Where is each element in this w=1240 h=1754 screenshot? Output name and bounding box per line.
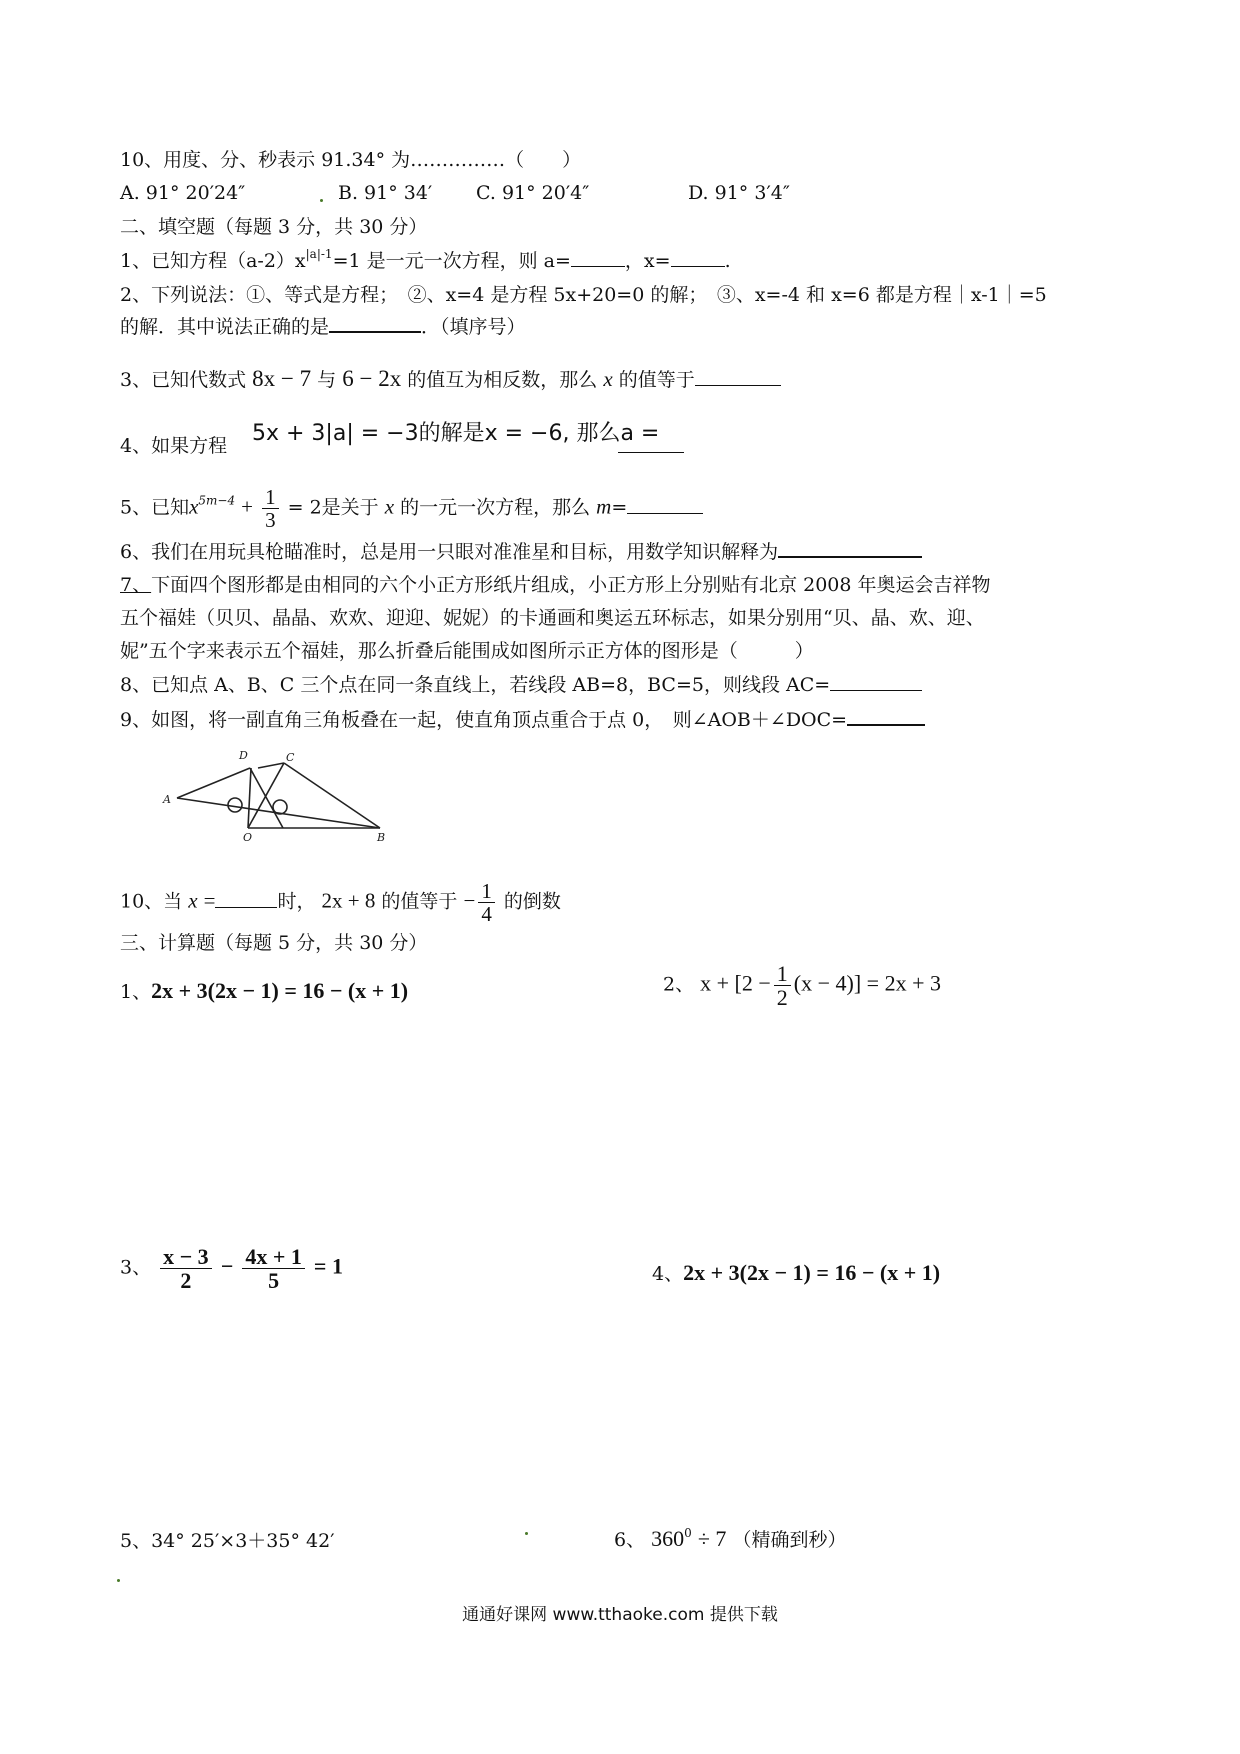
fill-question-5 xyxy=(120,486,703,531)
option-c: C. 91° 20′4″ xyxy=(476,182,590,204)
footer-text: 通通好课网 www.tthaoke.com 提供下载 xyxy=(462,1605,778,1625)
q3-with: 与 xyxy=(317,369,337,391)
q1-exponent: |a|-1 xyxy=(305,247,333,261)
q5-base: x xyxy=(189,494,199,519)
option-a: A. 91° 20′24″ xyxy=(120,182,246,204)
c2-frac-den: 2 xyxy=(776,985,788,1011)
answer-blank-q10[interactable] xyxy=(215,889,277,908)
q10-var: x xyxy=(188,888,198,913)
q5-plus: + xyxy=(241,494,254,519)
c2-frac-num: 1 xyxy=(774,962,791,986)
fill-question-8 xyxy=(120,672,922,698)
hole-left xyxy=(228,798,242,812)
fill-question-2-line-1: 2、下列说法：①、等式是方程； ②、x=4 是方程 5x+20=0 的解； ③、x=-4 和 x=6 都是方程｜x-1｜=5 xyxy=(120,284,1047,306)
q2-prefix: 的解．其中说法正确的是 xyxy=(120,316,330,338)
c2-label: 2、 xyxy=(663,973,695,996)
q10-neg: − xyxy=(463,888,476,913)
q9-text: 9、如图，将一副直角三角板叠在一起，使直角顶点重合于点 0， 则∠AOB＋∠DOC= xyxy=(120,709,848,731)
q1-x-label: ，x= xyxy=(624,250,671,272)
q5-exponent: 5m−4 xyxy=(198,493,236,508)
c1-label: 1、 xyxy=(120,981,152,1003)
q3-mid: 的值互为相反数，那么 xyxy=(407,369,598,391)
q4-prefix: 4、如果方程 xyxy=(120,435,228,457)
q10-mid: 时， xyxy=(277,890,316,913)
c6-sup: 0 xyxy=(684,1526,692,1540)
calc-problem-1 xyxy=(120,978,408,1005)
answer-blank-x[interactable] xyxy=(671,248,725,267)
answer-blank-q5[interactable] xyxy=(627,495,703,514)
answer-blank-q3[interactable] xyxy=(695,367,781,386)
q1-mid: =1 是一元一次方程，则 a= xyxy=(332,250,571,272)
c3-f2-num: 4x + 1 xyxy=(242,1245,305,1269)
q10-fraction xyxy=(478,880,495,925)
c3-eq: = 1 xyxy=(313,1253,343,1279)
mc-question-10-stem: 10、用度、分、秒表示 91.34° 为……………（ ） xyxy=(120,149,582,171)
q5-fraction xyxy=(262,486,279,531)
label-c: C xyxy=(286,751,295,764)
c3-fraction-1 xyxy=(160,1245,212,1292)
answer-blank-q2[interactable] xyxy=(329,313,421,333)
stray-dot xyxy=(320,199,323,202)
q10-prefix: 10、当 xyxy=(120,890,183,913)
fill-question-7-line-2: 五个福娃（贝贝、晶晶、欢欢、迎迎、妮妮）的卡通画和奥运五环标志，如果分别用“贝、晶、欢、迎、 xyxy=(120,607,985,629)
edge-do-left xyxy=(248,768,251,828)
triangle-set-figure xyxy=(155,745,405,845)
q3-prefix: 3、已知代数式 xyxy=(120,369,247,391)
q3-expr-2: 6 − 2x xyxy=(342,366,402,391)
q1-end: . xyxy=(724,250,731,272)
c4-label: 4、 xyxy=(652,1263,684,1285)
q5-prefix: 5、已知 xyxy=(120,496,190,519)
c6-label: 6、 xyxy=(614,1529,646,1551)
q10-frac-den: 4 xyxy=(481,902,492,927)
answer-blank-q6[interactable] xyxy=(778,538,922,558)
edge-ad xyxy=(177,768,250,798)
c2-fraction xyxy=(774,962,791,1009)
q7-line-1: 下面四个图形都是由相同的六个小正方形纸片组成，小正方形上分别贴有北京 2008 年奥运会吉祥物 xyxy=(151,574,991,596)
calc-problem-2 xyxy=(663,962,941,1009)
fill-question-1 xyxy=(120,248,731,274)
q8-text: 8、已知点 A、B、C 三个点在同一条直线上，若线段 AB=8，BC=5，则线段 AC= xyxy=(120,674,831,696)
option-d: D. 91° 3′4″ xyxy=(688,182,790,204)
q5-var: x xyxy=(384,494,395,519)
c2-post: (x − 4)] = 2x + 3 xyxy=(793,970,941,996)
c6-rest: ÷ 7 xyxy=(697,1526,727,1551)
fill-question-3 xyxy=(120,366,781,393)
c6-note: （精确到秒） xyxy=(732,1529,847,1551)
label-d: D xyxy=(239,749,248,762)
stray-dot xyxy=(117,1579,120,1582)
q10-mid2: 的值等于 xyxy=(381,890,458,913)
c3-f1-den: 2 xyxy=(180,1268,192,1294)
option-b: B. 91° 34′ xyxy=(338,182,433,204)
q3-var: x xyxy=(603,367,613,391)
q3-expr-1: 8x − 7 xyxy=(252,366,312,391)
mc-question-10-options xyxy=(120,180,1120,206)
label-b: B xyxy=(377,831,386,844)
c6-base: 360 xyxy=(651,1526,685,1551)
q1-prefix: 1、已知方程（a-2）x xyxy=(120,250,306,272)
edge-do xyxy=(250,768,283,828)
answer-blank-q4[interactable] xyxy=(618,434,684,453)
fill-question-10 xyxy=(120,880,561,925)
q4-equation: 5x + 3|a| = −3的解是x = −6, 那么a = xyxy=(252,421,660,446)
section-3-heading: 三、计算题（每题 5 分，共 30 分） xyxy=(120,932,428,954)
answer-blank-a[interactable] xyxy=(571,248,625,267)
c3-f2-den: 5 xyxy=(268,1268,280,1294)
edge-cb xyxy=(284,763,380,828)
q7-number: 7、 xyxy=(120,574,152,596)
q2-suffix: ．（填序号） xyxy=(421,316,526,338)
q5-eq: = 2是关于 xyxy=(287,496,379,519)
fill-question-9 xyxy=(120,706,925,733)
c3-f1-num: x − 3 xyxy=(160,1245,212,1269)
c1-expr: 2x + 3(2x − 1) = 16 − (x + 1) xyxy=(151,978,409,1003)
stray-dot xyxy=(525,1532,528,1535)
fill-question-7-line-1 xyxy=(120,572,991,598)
calc-problem-5: 5、34° 25′×3＋35° 42′ xyxy=(120,1530,335,1552)
q5-frac-den: 3 xyxy=(265,508,276,533)
q5-mid: 的一元一次方程，那么 xyxy=(400,496,591,519)
q10-end: 的倒数 xyxy=(503,890,561,913)
c4-expr: 2x + 3(2x − 1) = 16 − (x + 1) xyxy=(683,1260,941,1285)
c3-fraction-2 xyxy=(242,1245,305,1292)
q10-eq: = xyxy=(203,888,216,913)
footer xyxy=(0,1600,1240,1625)
q3-end: 的值等于 xyxy=(618,369,695,391)
calc-problem-4 xyxy=(652,1260,940,1287)
q5-frac-num: 1 xyxy=(262,486,279,509)
q10-expr: 2x + 8 xyxy=(321,888,376,913)
fill-question-2-line-2 xyxy=(120,313,526,340)
q5-m: m xyxy=(596,494,612,519)
q10-frac-num: 1 xyxy=(478,880,495,903)
fill-question-4 xyxy=(120,433,227,459)
c3-label: 3、 xyxy=(120,1256,152,1279)
answer-blank-q9[interactable] xyxy=(847,706,925,726)
label-o: O xyxy=(243,831,253,844)
c2-pre: x + [2 − xyxy=(700,970,771,996)
hole-right xyxy=(273,800,287,814)
edge-dc xyxy=(258,763,284,768)
calc-problem-3 xyxy=(120,1245,343,1292)
c3-minus: − xyxy=(220,1253,234,1279)
calc-problem-6 xyxy=(614,1526,846,1553)
label-a: A xyxy=(163,793,171,806)
fill-question-7-line-3: 妮”五个字来表示五个福娃，那么折叠后能围成如图所示正方体的图形是（ ） xyxy=(120,640,814,662)
fill-question-6 xyxy=(120,538,922,565)
q6-text: 6、我们在用玩具枪瞄准时，总是用一只眼对准准星和目标，用数学知识解释为 xyxy=(120,541,779,563)
edge-ab xyxy=(177,798,380,828)
answer-blank-q8[interactable] xyxy=(830,672,922,691)
q5-end: = xyxy=(611,496,628,519)
section-2-heading: 二、填空题（每题 3 分，共 30 分） xyxy=(120,216,428,238)
